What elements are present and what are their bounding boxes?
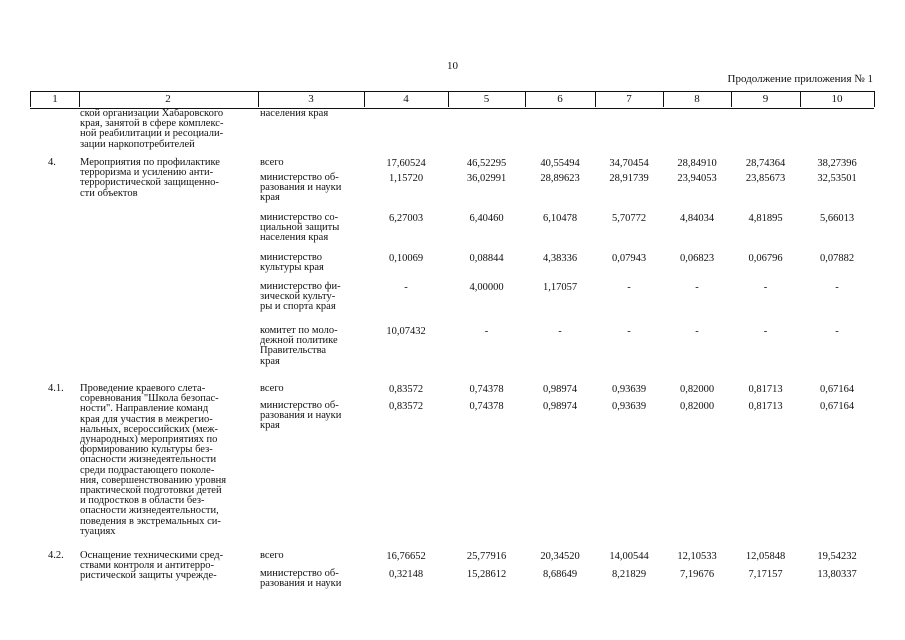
top-fragment-name: ской организации Хабаровского края, занятой в сфере комплекс- ной реабилитации и ресоциали- зации наркопотребителей	[80, 108, 224, 150]
value-cell-col-10: 32,53501	[817, 173, 857, 184]
value-cell-col-7: 0,93639	[611, 401, 647, 412]
value-cell-col-9: 23,85673	[745, 173, 786, 184]
value-cell-col-8: 0,82000	[679, 384, 715, 395]
value-cell-col-10: 13,80337	[817, 569, 857, 580]
value-cell-col-9: 0,06796	[748, 253, 783, 264]
header-col-2: 2	[78, 91, 259, 107]
value-cell-col-6: 0,98974	[542, 384, 578, 395]
row-executor: министерство об- разования и науки	[260, 568, 342, 590]
value-cell-col-7: -	[627, 326, 631, 337]
value-cell-col-10: 5,66013	[819, 213, 855, 224]
value-cell-col-7: 5,70772	[611, 213, 647, 224]
value-cell-col-6: 4,38336	[542, 253, 578, 264]
value-cell-col-10: 0,67164	[819, 384, 855, 395]
header-col-10: 10	[800, 91, 875, 107]
value-cell-col-7: 0,07943	[611, 253, 647, 264]
value-cell-col-7: -	[627, 282, 631, 293]
row-measure-name: Оснащение техническими сред- ствами контроля и антитерро- ристической защиты учрежде-	[80, 550, 224, 582]
value-cell-col-8: 0,06823	[679, 253, 715, 264]
value-cell-col-10: -	[835, 282, 839, 293]
value-cell-col-9: 0,81713	[748, 384, 783, 395]
value-cell-col-9: -	[763, 282, 768, 293]
value-cell-col-10: 38,27396	[817, 158, 857, 169]
value-cell-col-6: 20,34520	[540, 551, 580, 562]
value-cell-col-4: 16,76652	[386, 551, 426, 562]
value-cell-col-9: 28,74364	[745, 158, 786, 169]
row-number: 4.	[48, 157, 56, 168]
value-cell-col-7: 28,91739	[609, 173, 649, 184]
value-cell-col-7: 14,00544	[609, 551, 649, 562]
row-executor: министерство со- циальной защиты населения края	[260, 212, 340, 244]
header-col-4: 4	[364, 91, 449, 107]
value-cell-col-8: 12,10533	[677, 551, 717, 562]
value-cell-col-4: -	[404, 282, 408, 293]
continuation-note: Продолжение приложения № 1	[727, 73, 873, 85]
value-cell-col-5: -	[484, 326, 489, 337]
value-cell-col-4: 1,15720	[388, 173, 424, 184]
value-cell-col-5: 0,74378	[469, 401, 504, 412]
header-col-6: 6	[525, 91, 596, 107]
value-cell-col-6: 28,89623	[540, 173, 580, 184]
row-executor: министерство фи- зической культу- ры и спорта края	[260, 281, 341, 313]
value-cell-col-5: 0,08844	[469, 253, 504, 264]
value-cell-col-5: 46,52295	[466, 158, 507, 169]
header-col-8: 8	[663, 91, 732, 107]
value-cell-col-4: 10,07432	[386, 326, 426, 337]
value-cell-col-6: 0,98974	[542, 401, 578, 412]
row-number: 4.1.	[48, 383, 64, 394]
value-cell-col-6: 8,68649	[542, 569, 578, 580]
value-cell-col-7: 34,70454	[609, 158, 649, 169]
value-cell-col-8: 28,84910	[677, 158, 717, 169]
value-cell-col-8: 23,94053	[677, 173, 717, 184]
value-cell-col-9: 7,17157	[748, 569, 783, 580]
value-cell-col-6: 6,10478	[542, 213, 578, 224]
value-cell-col-9: 4,81895	[748, 213, 783, 224]
header-col-9: 9	[731, 91, 801, 107]
value-cell-col-4: 0,10069	[388, 253, 424, 264]
row-executor: комитет по моло- дежной политике Правительства края	[260, 325, 338, 367]
value-cell-col-8: 0,82000	[679, 401, 715, 412]
value-cell-col-4: 6,27003	[388, 213, 424, 224]
value-cell-col-5: 4,00000	[469, 282, 504, 293]
header-col-5: 5	[448, 91, 526, 107]
value-cell-col-10: 0,07882	[819, 253, 855, 264]
row-number: 4.2.	[48, 550, 64, 561]
value-cell-col-5: 15,28612	[466, 569, 507, 580]
row-executor: всего	[260, 550, 284, 561]
row-measure-name: Мероприятия по профилактике терроризма и усилению анти- террористической защищенно- сти объектов	[80, 157, 220, 199]
top-fragment-executor: населения края	[260, 108, 329, 119]
value-cell-col-7: 0,93639	[611, 384, 647, 395]
value-cell-col-9: -	[763, 326, 768, 337]
value-cell-col-5: 25,77916	[466, 551, 507, 562]
value-cell-col-6: 1,17057	[542, 282, 578, 293]
value-cell-col-4: 0,83572	[388, 384, 424, 395]
value-cell-col-4: 0,83572	[388, 401, 424, 412]
value-cell-col-6: -	[558, 326, 562, 337]
value-cell-col-10: 19,54232	[817, 551, 857, 562]
row-executor: всего	[260, 383, 284, 394]
value-cell-col-8: -	[695, 282, 699, 293]
value-cell-col-7: 8,21829	[611, 569, 647, 580]
row-executor: министерство об- разования и науки края	[260, 400, 342, 432]
row-executor: министерство об- разования и науки края	[260, 172, 342, 204]
value-cell-col-8: -	[695, 326, 699, 337]
value-cell-col-4: 17,60524	[386, 158, 426, 169]
header-col-3: 3	[258, 91, 365, 107]
row-executor: министерство культуры края	[260, 252, 324, 274]
row-executor: всего	[260, 157, 284, 168]
value-cell-col-4: 0,32148	[388, 569, 424, 580]
value-cell-col-6: 40,55494	[540, 158, 580, 169]
value-cell-col-9: 0,81713	[748, 401, 783, 412]
value-cell-col-8: 4,84034	[679, 213, 715, 224]
value-cell-col-5: 0,74378	[469, 384, 504, 395]
header-col-1: 1	[30, 91, 80, 107]
value-cell-col-8: 7,19676	[679, 569, 715, 580]
value-cell-col-5: 6,40460	[469, 213, 504, 224]
page-number: 10	[447, 60, 458, 72]
header-col-7: 7	[595, 91, 664, 107]
value-cell-col-5: 36,02991	[466, 173, 507, 184]
value-cell-col-10: -	[835, 326, 839, 337]
row-measure-name: Проведение краевого слета- соревнования "Школа безопас- ности". Направление команд края для участия в межрегио- нальных, всероссийских (меж- дународных) мероприятиях по формированию культуры без- опасности жизнедеятельности среди подрастающего поколе- ния, совершенствованию уровня практической подготовки детей и подростков в области без- опасности жизнедеятельности, поведения в экстремальных си- туациях	[80, 383, 227, 537]
value-cell-col-10: 0,67164	[819, 401, 855, 412]
value-cell-col-9: 12,05848	[745, 551, 786, 562]
